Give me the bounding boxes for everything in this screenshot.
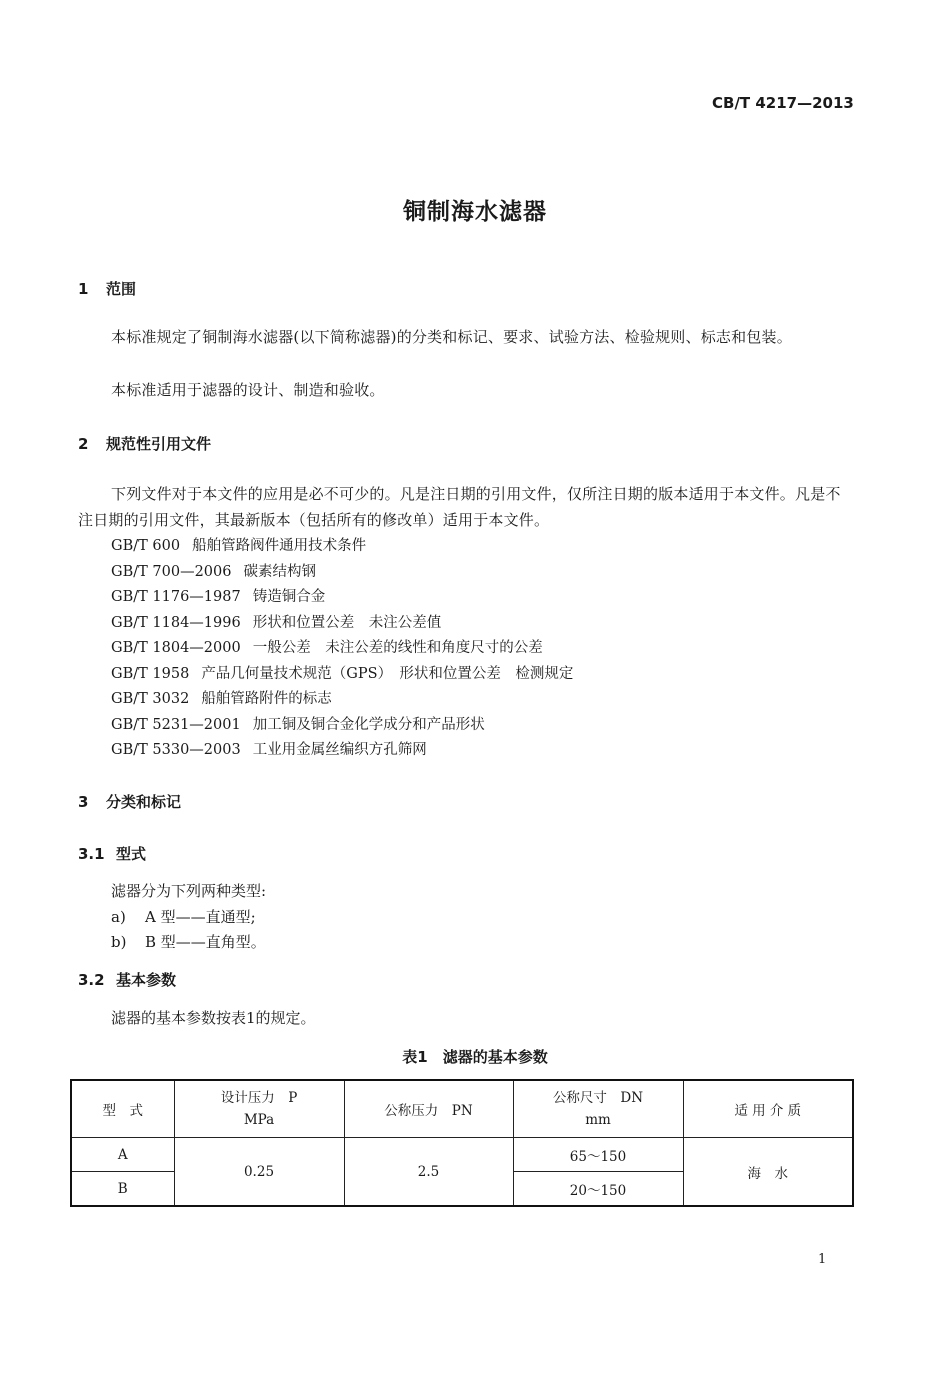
reference-code: GB/T 1184—1996	[111, 615, 241, 631]
page-number: 1	[818, 1252, 827, 1267]
type-intro: 滤器分为下列两种类型:	[111, 882, 267, 900]
reference-item	[111, 636, 543, 657]
section-title: 分类和标记	[106, 793, 182, 811]
reference-item	[111, 662, 573, 683]
section-1-paragraph-2: 本标准适用于滤器的设计、制造和验收。	[111, 381, 385, 399]
cell-type: B	[71, 1172, 174, 1207]
cell-nominal-pressure: 2.5	[344, 1138, 513, 1207]
header-label: 公称尺寸 DN	[552, 1090, 644, 1106]
header-unit: MPa	[243, 1112, 275, 1128]
cell-design-pressure: 0.25	[174, 1138, 344, 1207]
section-3-2-heading	[78, 969, 176, 990]
header-nominal-pressure: 公称压力 PN	[344, 1080, 513, 1138]
section-3-1-heading	[78, 843, 146, 864]
header-nominal-size	[513, 1080, 683, 1138]
section-1-paragraph-1: 本标准规定了铜制海水滤器(以下简称滤器)的分类和标记、要求、试验方法、检验规则、标志和包装。	[111, 328, 792, 346]
header-unit: mm	[585, 1112, 611, 1128]
cell-medium: 海 水	[683, 1138, 853, 1207]
section-2-paragraph: 下列文件对于本文件的应用是必不可少的。凡是注日期的引用文件，仅所注日期的版本适用于本文件。凡是不注日期的引用文件，其最新版本（包括所有的修改单）适用于本文件。	[78, 485, 841, 529]
type-item-b	[111, 929, 266, 955]
section-number: 1	[78, 280, 89, 298]
reference-code: GB/T 700—2006	[111, 564, 232, 580]
section-number: 3	[78, 793, 89, 811]
reference-item	[111, 585, 325, 606]
parameters-text: 滤器的基本参数按表1的规定。	[111, 1009, 316, 1027]
list-marker: b)	[111, 933, 127, 951]
reference-title: 加工铜及铜合金化学成分和产品形状	[252, 717, 485, 733]
table-row	[71, 1138, 853, 1172]
list-text: A 型——直通型;	[145, 908, 256, 926]
reference-item	[111, 687, 332, 708]
type-item-a	[111, 904, 256, 930]
header-design-pressure	[174, 1080, 344, 1138]
reference-code: GB/T 600	[111, 538, 181, 554]
section-title: 规范性引用文件	[106, 435, 212, 453]
section-2-heading	[78, 433, 211, 454]
reference-item	[111, 738, 427, 759]
standard-number: CB/T 4217—2013	[712, 94, 854, 112]
section-number: 3.1	[78, 845, 105, 863]
reference-item	[111, 560, 316, 581]
reference-title: 铸造铜合金	[252, 589, 326, 605]
table-header-row	[71, 1080, 853, 1138]
reference-code: GB/T 1958	[111, 666, 190, 682]
reference-title: 形状和位置公差 未注公差值	[252, 615, 442, 631]
list-marker: a)	[111, 908, 126, 926]
table-caption: 表1 滤器的基本参数	[402, 1048, 548, 1066]
basic-parameters-table	[70, 1079, 854, 1207]
section-number: 3.2	[78, 971, 105, 989]
reference-code: GB/T 1176—1987	[111, 589, 241, 605]
reference-title: 产品几何量技术规范（GPS） 形状和位置公差 检测规定	[201, 666, 574, 682]
reference-item	[111, 534, 366, 555]
header-medium: 适 用 介 质	[683, 1080, 853, 1138]
section-3-heading	[78, 791, 181, 812]
reference-code: GB/T 5231—2001	[111, 717, 241, 733]
reference-code: GB/T 3032	[111, 691, 190, 707]
cell-type: A	[71, 1138, 174, 1172]
document-title: 铜制海水滤器	[403, 199, 547, 225]
section-title: 范围	[106, 280, 137, 298]
list-text: B 型——直角型。	[145, 933, 266, 951]
header-type: 型 式	[71, 1080, 174, 1138]
reference-code: GB/T 5330—2003	[111, 742, 241, 758]
section-1-heading	[78, 278, 136, 299]
reference-title: 一般公差 未注公差的线性和角度尺寸的公差	[252, 640, 543, 656]
cell-nominal-size: 20～150	[513, 1172, 683, 1207]
reference-title: 工业用金属丝编织方孔筛网	[252, 742, 427, 758]
reference-title: 船舶管路附件的标志	[201, 691, 332, 707]
section-title: 基本参数	[116, 971, 177, 989]
reference-item	[111, 611, 441, 632]
reference-title: 船舶管路阀件通用技术条件	[192, 538, 367, 554]
reference-code: GB/T 1804—2000	[111, 640, 241, 656]
section-number: 2	[78, 435, 89, 453]
reference-title: 碳素结构钢	[243, 564, 316, 580]
cell-nominal-size: 65～150	[513, 1138, 683, 1172]
reference-item	[111, 713, 485, 734]
header-label: 设计压力 P	[220, 1090, 298, 1106]
section-title: 型式	[116, 845, 147, 863]
